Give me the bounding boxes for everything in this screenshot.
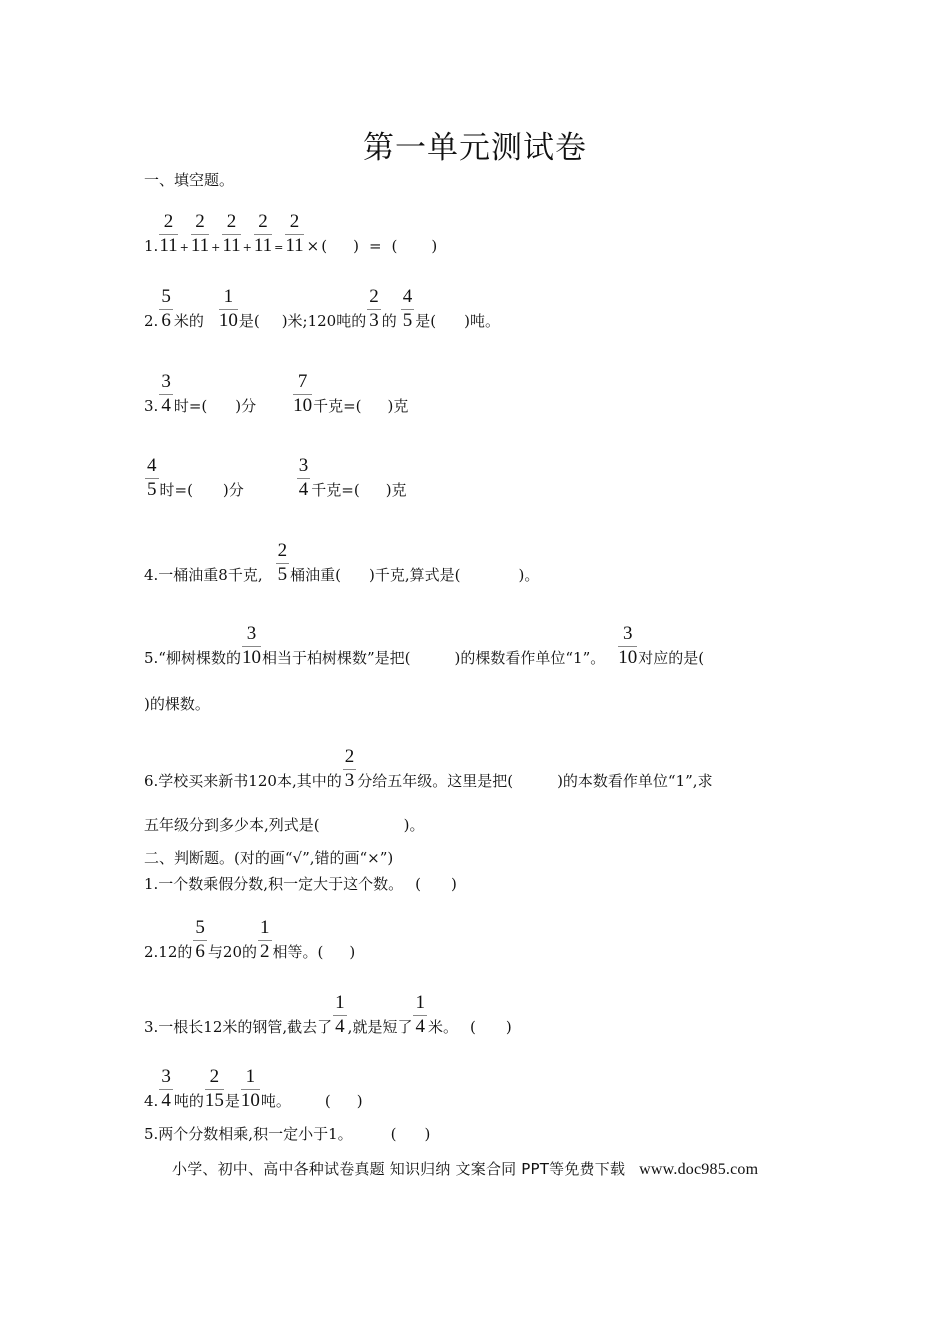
plus-sign: + xyxy=(179,241,189,254)
fraction: $\frac{2}{3}$ xyxy=(369,286,379,331)
fraction: $\frac{2}{11}$ xyxy=(159,211,178,256)
fill-question-4: 4.一桶油重8千克, $\frac{2}{5}$ 桶油重( )千克,算式是( )。 xyxy=(144,540,540,585)
fraction: $\frac{5}{6}$ xyxy=(195,917,205,962)
fraction: $\frac{2}{11}$ xyxy=(285,211,304,256)
judge-question-1: 1.一个数乘假分数,积一定大于这个数。 ( ) xyxy=(144,875,457,893)
blank-close: ) xyxy=(353,237,359,255)
fraction: $\frac{2}{11}$ xyxy=(190,211,210,256)
fraction: $\frac{1}{2}$ xyxy=(260,917,270,962)
fraction: $\frac{3}{4}$ xyxy=(161,1066,171,1111)
fill-question-2: 2. $\frac{5}{6}$ 米的 $\frac{1}{10}$ 是( )米;120吨的 $\frac{2}{3}$ 的 $\frac{4}{5}$ 是( )吨。 xyxy=(144,286,500,331)
fraction: $\frac{1}{10}$ xyxy=(240,1066,260,1111)
blank-open: ( xyxy=(391,237,398,255)
plus-sign: + xyxy=(211,241,221,254)
fill-question-6: 6.学校买来新书120本,其中的 $\frac{2}{3}$ 分给五年级。这里是把( )的本数看作单位“1”,求 xyxy=(144,746,713,791)
times-sign: × xyxy=(306,237,320,255)
plus-sign: + xyxy=(242,241,252,254)
section2-heading: 二、判断题。(对的画“√”,错的画“×”) xyxy=(144,849,394,867)
q3-number: 3. xyxy=(144,397,159,415)
fill-question-5: 5.“柳树棵数的 $\frac{3}{10}$ 相当于柏树棵数”是把( )的棵数看作单位“1”。 $\frac{3}{10}$ 对应的是( xyxy=(144,623,705,668)
section1-heading: 一、填空题。 xyxy=(144,171,235,189)
footer-banner[interactable] xyxy=(172,1158,758,1179)
fraction: $\frac{7}{10}$ xyxy=(293,371,313,416)
fraction: $\frac{4}{5}$ xyxy=(147,455,157,500)
blank-close: ) xyxy=(431,237,438,255)
fill-question-3b: $\frac{4}{5}$ 时=( )分 $\frac{3}{4}$ 千克=( )克 xyxy=(147,455,407,500)
fraction: $\frac{3}{10}$ xyxy=(241,623,261,668)
blank-open: ( xyxy=(321,237,328,255)
footer-url-link[interactable]: www.doc985.com xyxy=(639,1161,759,1178)
fraction: $\frac{4}{5}$ xyxy=(402,286,413,331)
fill-question-3a: 3. $\frac{3}{4}$ 时=( )分 $\frac{7}{10}$ 千克=( )克 xyxy=(144,371,409,416)
fill-question-1 xyxy=(144,211,437,257)
fill-question-5-line2: )的棵数。 xyxy=(144,695,210,713)
fraction: $\frac{2}{5}$ xyxy=(277,540,288,585)
fraction: $\frac{2}{15}$ xyxy=(204,1066,224,1111)
fraction: $\frac{2}{11}$ xyxy=(253,211,273,256)
fraction: $\frac{3}{10}$ xyxy=(618,623,638,668)
fraction: $\frac{5}{6}$ xyxy=(161,286,171,331)
fraction: $\frac{3}{4}$ xyxy=(298,455,309,500)
fraction: $\frac{2}{3}$ xyxy=(344,746,355,791)
equals-sign: = xyxy=(368,237,382,255)
q2-number: 2. xyxy=(144,312,159,330)
judge-question-2: 2.12的 $\frac{5}{6}$ 与20的 $\frac{1}{2}$ 相等。( ) xyxy=(144,917,356,962)
judge-question-4: 4. $\frac{3}{4}$ 吨的 $\frac{2}{15}$ 是 $\frac{1}{10}$ 吨。 ( ) xyxy=(144,1066,363,1111)
footer-text: 小学、初中、高中各种试卷真题 知识归纳 文案合同 PPT等免费下载 xyxy=(172,1160,626,1178)
fraction: $\frac{2}{11}$ xyxy=(222,211,241,256)
judge-question-5: 5.两个分数相乘,积一定小于1。 ( ) xyxy=(144,1125,431,1143)
fraction: $\frac{1}{4}$ xyxy=(415,992,425,1037)
q1-number: 1. xyxy=(144,237,159,255)
fill-question-6-line2: 五年级分到多少本,列式是( )。 xyxy=(144,816,425,834)
equals-sign: = xyxy=(274,241,284,254)
fraction: $\frac{3}{4}$ xyxy=(161,371,171,416)
fraction: $\frac{1}{4}$ xyxy=(335,992,345,1037)
fraction: $\frac{1}{10}$ xyxy=(218,286,238,331)
page-title: 第一单元测试卷 xyxy=(363,130,587,166)
judge-question-3: 3.一根长12米的钢管,截去了 $\frac{1}{4}$ ,就是短了 $\frac{1}{4}$ 米。 ( ) xyxy=(144,992,512,1037)
